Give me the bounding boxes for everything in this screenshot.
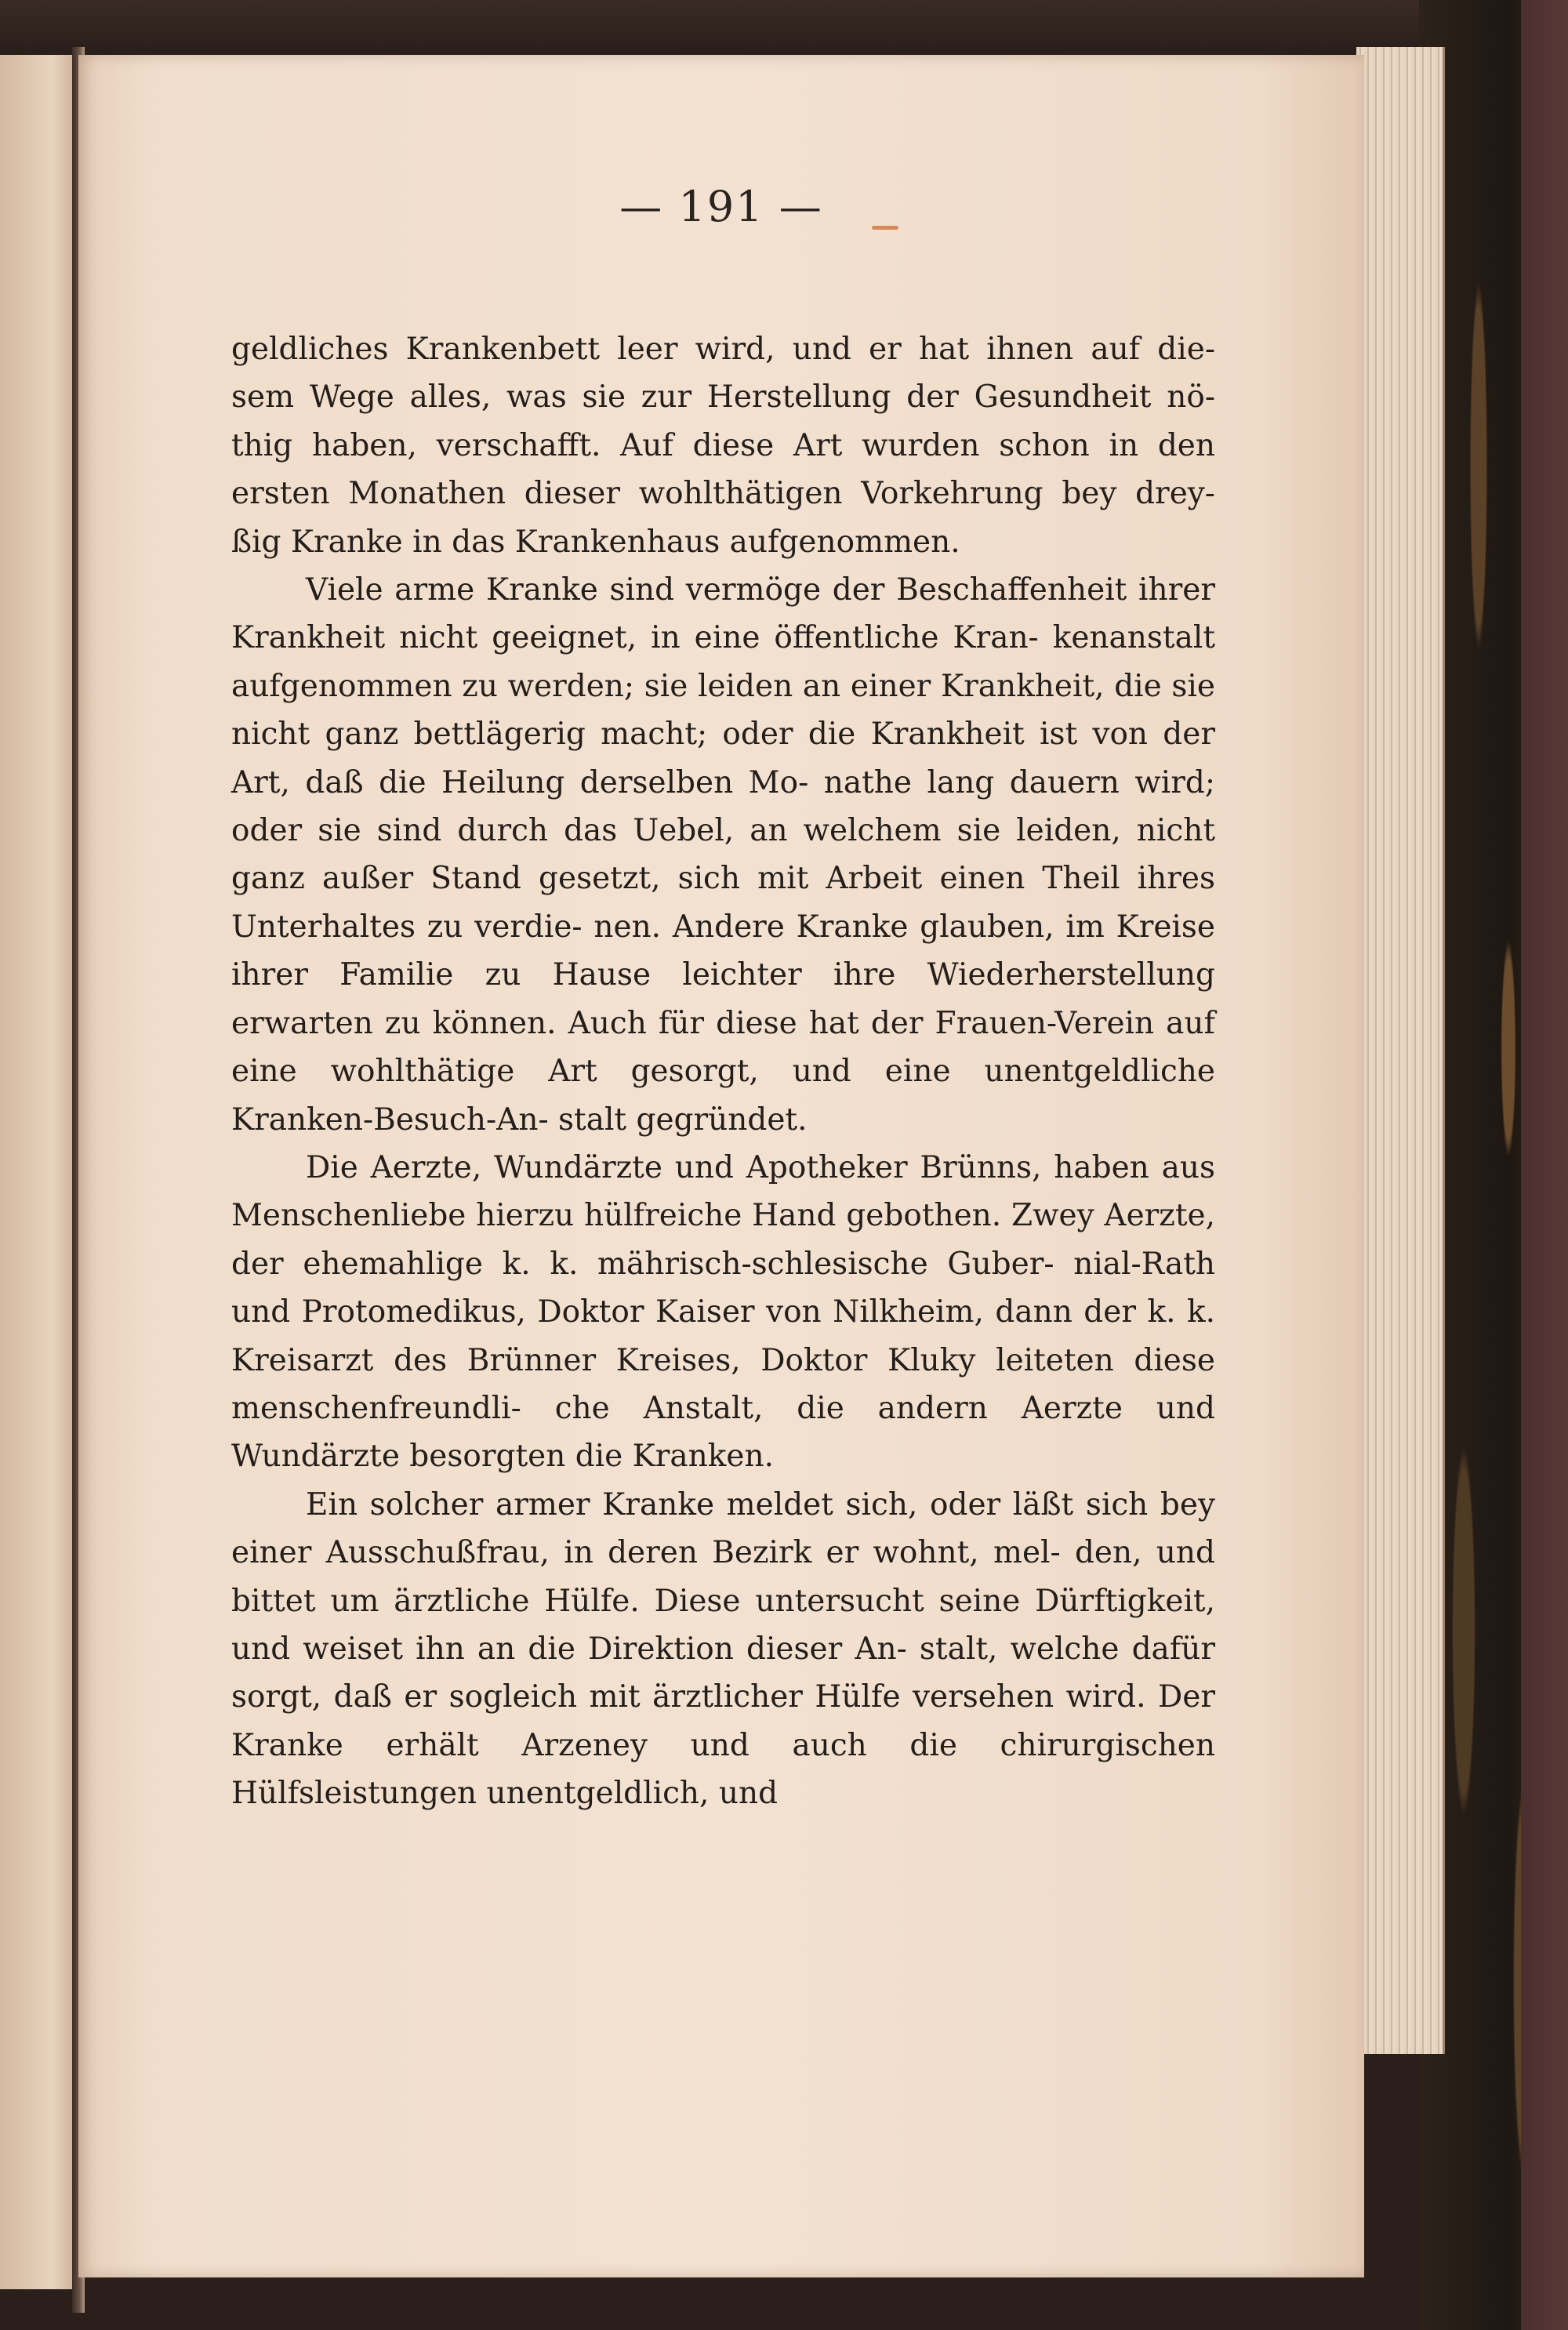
paragraph: Die Aerzte, Wundärzte und Apotheker Brünns, haben aus Menschenliebe hierzu hülfreiche Hand gebothen. Zwey Aerzte, der ehemahlige k. k. mährisch-schlesische Guber- nial-Rath und Protomedikus, Doktor Kaiser von Nilkheim, dann der k. k. Kreisarzt des Brünner Kreises, Doktor Kluky leiteten diese menschenfreundli- che Anstalt, die andern Aerzte und Wundärzte besorgten die Kranken. (231, 1149, 1215, 1475)
page-block-edges (1356, 47, 1445, 2054)
book-page (78, 55, 1364, 2277)
paragraph: geldliches Krankenbett leer wird, und er hat ihnen auf die- sem Wege alles, was sie zur Herstellung der Gesundheit nö- thig haben, verschafft. Auf diese Art wurden schon in den ersten Monathen dieser wohlthätigen Vorkehrung bey drey- ßig Kranke in das Krankenhaus aufgenommen. (231, 332, 1215, 560)
page-number: — 191 — (619, 182, 823, 231)
ink-mark (872, 226, 898, 230)
left-facing-page (0, 55, 74, 2289)
paragraph: Ein solcher armer Kranke meldet sich, oder läßt sich bey einer Ausschußfrau, in deren Bezirk er wohnt, mel- den, und bittet um ärztliche Hülfe. Diese untersucht seine Dürftigkeit, und weiset ihn an die Direktion dieser An- stalt, welche dafür sorgt, daß er sogleich mit ärztlicher Hülfe versehen wird. Der Kranke erhält Arzeney und auch die chirurgischen Hülfsleistungen unentgeldlich, und (231, 1486, 1215, 1812)
book-cover-edge (1521, 0, 1568, 2330)
paragraph: Viele arme Kranke sind vermöge der Beschaffenheit ihrer Krankheit nicht geeignet, in eine öffentliche Kran- kenanstalt aufgenommen zu werden; sie leiden an einer Krankheit, die sie nicht ganz bettlägerig macht; oder die Krankheit ist von der Art, daß die Heilung derselben Mo- nathe lang dauern wird; oder sie sind durch das Uebel, an welchem sie leiden, nicht ganz außer Stand gesetzt, sich mit Arbeit einen Theil ihres Unterhaltes zu verdie- nen. Andere Kranke glauben, im Kreise ihrer Familie zu Hause leichter ihre Wiederherstellung erwarten zu können. Auch für diese hat der Frauen-Verein auf eine wohlthätige Art gesorgt, und eine unentgeldliche Kranken-Besuch-An- stalt gegründet. (231, 572, 1215, 1138)
book-cover-top (0, 0, 1568, 47)
body-text (231, 325, 1215, 1818)
